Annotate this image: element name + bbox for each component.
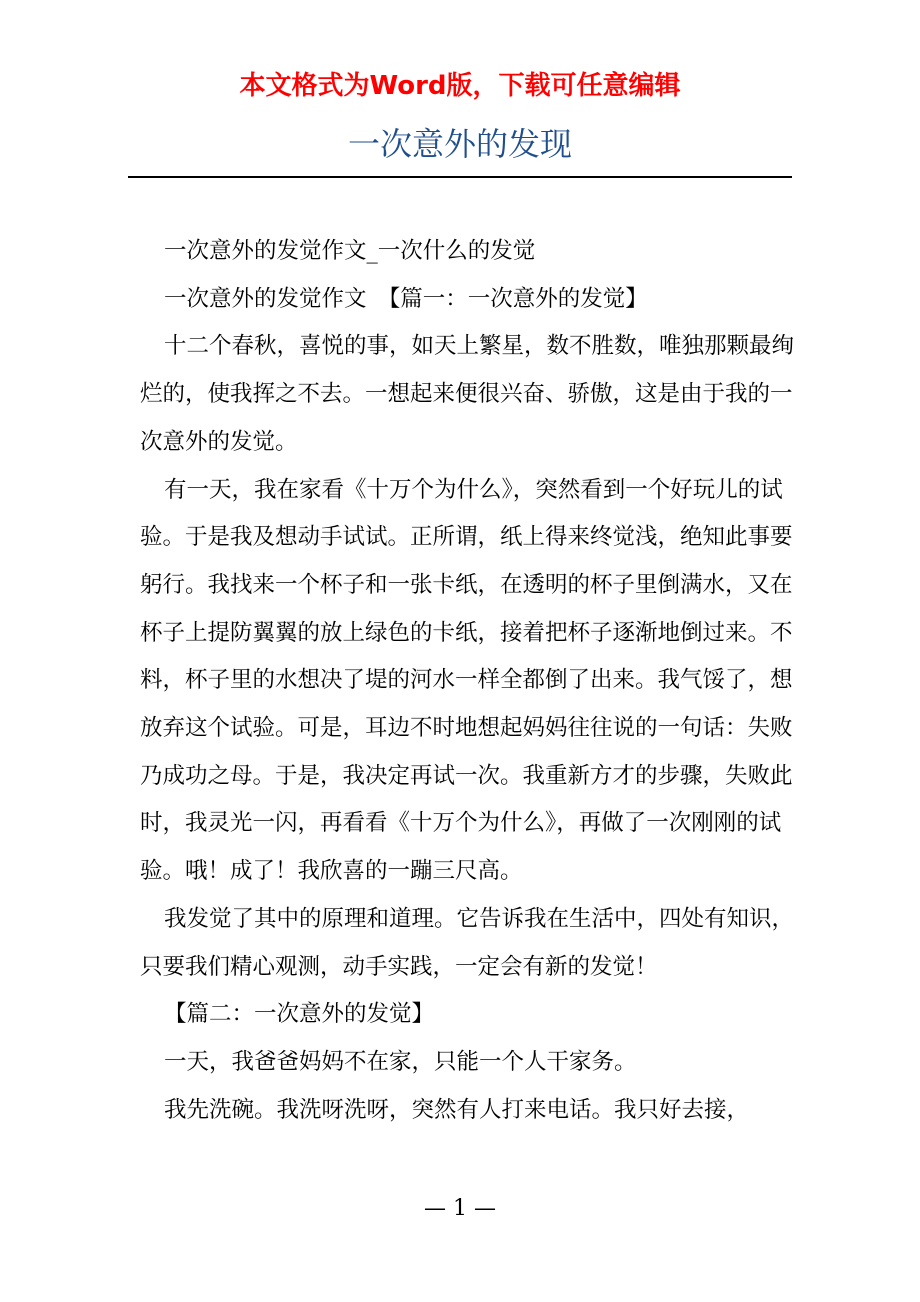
paragraph: 一天，我爸爸妈妈不在家，只能一个人干家务。 <box>164 1048 637 1075</box>
paragraph-section-one-heading: 一次意外的发觉作文 【篇一：一次意外的发觉】 <box>164 285 648 312</box>
document-title: 一次意外的发现 <box>347 125 572 163</box>
title-divider <box>128 176 792 178</box>
document-body <box>140 228 794 1134</box>
paragraph-section-two-heading: 【篇二：一次意外的发觉】 <box>164 1001 435 1028</box>
paragraph: 十二个春秋，喜悦的事，如天上繁星，数不胜数，唯独那颗最绚烂的，使我挥之不去。一想起来便很兴奋、骄傲，这是由于我的一次意外的发觉。 <box>140 333 795 455</box>
paragraph: 我先洗碗。我洗呀洗呀，突然有人打来电话。我只好去接， <box>164 1096 750 1123</box>
paragraph-subtitle: 一次意外的发觉作文_一次什么的发觉 <box>164 238 536 264</box>
paragraph: 有一天，我在家看《十万个为什么》，突然看到一个好玩儿的试验。于是我及想动手试试。正所谓，纸上得来终觉浅，绝知此事要躬行。我找来一个杯子和一张卡纸，在透明的杯子里倒满水，又在杯子上提防翼翼的放上绿色的卡纸，接着把杯子逐渐地倒过来。不料，杯子里的水想决了堤的河水一样全都倒了出来。我气馁了，想放弃这个试验。可是，耳边不时地想起妈妈往往说的一句话：失败乃成功之母。于是，我决定再试一次。我重新方才的步骤，失败此时，我灵光一闪，再看看《十万个为什么》，再做了一次刚刚的试验。哦！成了！我欣喜的一蹦三尺高。 <box>140 476 793 885</box>
paragraph: 我发觉了其中的原理和道理。它告诉我在生活中，四处有知识，只要我们精心观测，动手实践，一定会有新的发觉！ <box>140 905 795 980</box>
page-number: — 1 — <box>424 1196 496 1221</box>
format-notice: 本文格式为Word版，下载可任意编辑 <box>239 71 681 101</box>
